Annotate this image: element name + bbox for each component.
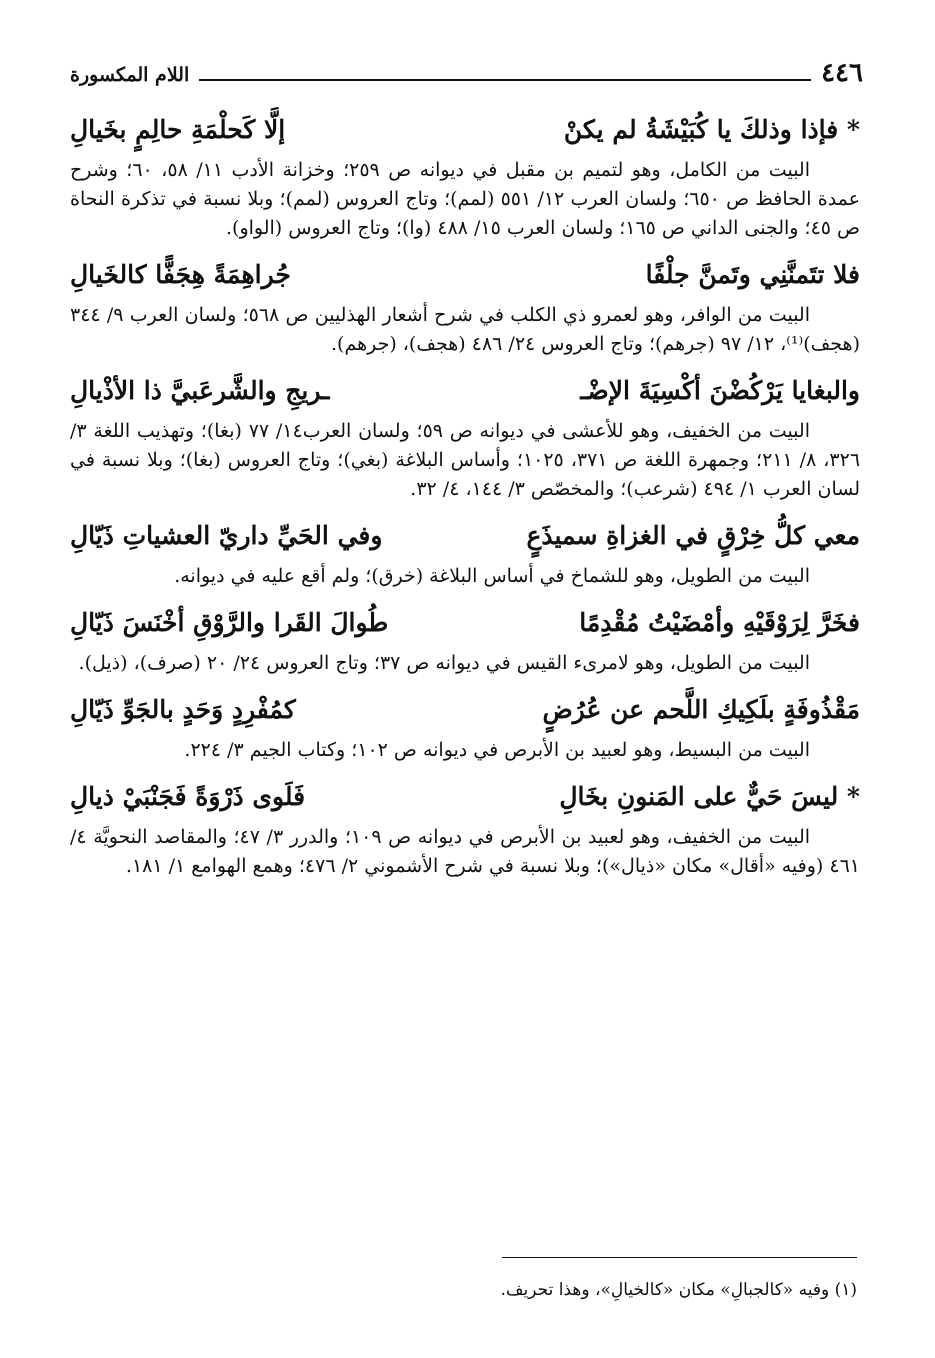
page-number: ٤٤٦: [821, 58, 863, 88]
verse-second-hemistich: طُوالَ القَرا والرَّوْقِ أخْنَسَ ذَيّالِ: [70, 608, 389, 637]
verse-commentary: البيت من الطويل، وهو لامرىء القيس في ديوانه ص ٣٧؛ وتاج العروس ٢٤/ ٢٠ (صرف)، (ذيل).: [78, 652, 810, 674]
verse-commentary: البيت من الوافر، وهو لعمرو ذي الكلب في شرح أشعار الهذليين ص ٥٦٨؛ ولسان العرب ٩/ ٣٤٤ (هجف)⁽¹⁾، ١٢/ ٩٧ (جرهم)؛ وتاج العروس ٢٤/ ٤٨٦ (هجف)، (جرهم).: [70, 304, 860, 355]
verse-second-hemistich: وفي الحَيِّ داريّ العشياتِ ذَيّالِ: [70, 521, 383, 550]
page-header: [70, 54, 863, 88]
verse-line: [70, 775, 860, 819]
verse-line: [70, 369, 860, 413]
entry: [70, 253, 860, 359]
entry: [70, 688, 860, 765]
verse-line: [70, 253, 860, 297]
verse-second-hemistich: جُراهِمَةً هِجَفًّا كالخَيالِ: [70, 260, 291, 289]
entry: [70, 601, 860, 678]
verse-first-hemistich: فلا تتَمنَّنِي وتَمنَّ جلْفًا: [645, 260, 860, 289]
verse-line: [70, 108, 860, 152]
verse-second-hemistich: إلَّا كَحلْمَةِ حالِمٍ بخَيالِ: [70, 115, 286, 144]
header-rule: [199, 79, 811, 81]
verse-first-hemistich: والبغايا يَرْكُضْنَ أكْسِيَةَ الإضْـ: [580, 376, 860, 405]
verse-commentary: البيت من الخفيف، وهو لعبيد بن الأبرص في ديوانه ص ١٠٩؛ والدرر ٣/ ٤٧؛ والمقاصد النحويَّة ٤/ ٤٦١ (وفيه «أقال» مكان «ذيال»)؛ وبلا نسبة في شرح الأشموني ٢/ ٤٧٦؛ وهمع الهوامع ١/ ١٨١.: [70, 826, 860, 877]
verse-second-hemistich: ـريجِ والشَّرعَبيَّ ذا الأذْيالِ: [70, 376, 330, 405]
verse-commentary: البيت من الطويل، وهو للشماخ في أساس البلاغة (خرق)؛ ولم أقع عليه في ديوانه.: [174, 565, 810, 587]
entry: [70, 108, 860, 243]
entry: [70, 514, 860, 591]
verse-first-hemistich: * فإذا وذلكَ يا كُبَيْشَةُ لم يكنْ: [563, 115, 860, 144]
entries: [70, 108, 860, 891]
footnote: (١) وفيه «كالجبالِ» مكان «كالخيالِ»، وهذا تحريف.: [500, 1280, 857, 1300]
verse-commentary: البيت من البسيط، وهو لعبيد بن الأبرص في ديوانه ص ١٠٢؛ وكتاب الجيم ٣/ ٢٢٤.: [184, 739, 810, 761]
verse-first-hemistich: معي كلُّ خِرْقٍ في الغزاةِ سميذَعٍ: [526, 521, 860, 550]
footnote-separator: [502, 1257, 857, 1258]
verse-commentary: البيت من الخفيف، وهو للأعشى في ديوانه ص ٥٩؛ ولسان العرب١٤/ ٧٧ (بغا)؛ وتهذيب اللغة ٣/ ٣٢٦، ٨/ ٢١١؛ وجمهرة اللغة ص ٣٧١، ١٠٢٥؛ وأساس البلاغة (بغي)؛ وتاج العروس (بغا)؛ وبلا نسبة في لسان العرب ١/ ٤٩٤ (شرعب)؛ والمخصّص ٣/ ١٤٤، ٤/ ٣٢.: [70, 420, 861, 500]
verse-second-hemistich: كمُفْرِدٍ وَحَدٍ بالجَوِّ ذَيّالِ: [70, 695, 296, 724]
entry: [70, 369, 860, 504]
verse-commentary: البيت من الكامل، وهو لتميم بن مقبل في ديوانه ص ٢٥٩؛ وخزانة الأدب ١١/ ٥٨، ٦٠؛ وشرح عمدة الحافظ ص ٦٥٠؛ ولسان العرب ١٢/ ٥٥١ (لمم)؛ وتاج العروس (لمم)؛ وبلا نسبة في تذكرة النحاة ص ٤٥؛ والجنى الداني ص ١٦٥؛ ولسان العرب ١٥/ ٤٨٨ (وا)؛ وتاج العروس (الواو).: [70, 159, 860, 239]
entry: [70, 775, 860, 881]
running-title: اللام المكسورة: [70, 64, 190, 86]
verse-line: [70, 601, 860, 645]
verse-line: [70, 688, 860, 732]
verse-line: [70, 514, 860, 558]
verse-first-hemistich: * ليسَ حَيٌّ على المَنونِ بخَالِ: [559, 782, 860, 811]
verse-second-hemistich: فَلَوى ذَرْوَةً فَجَنْبَيْ ذيالِ: [70, 782, 306, 811]
verse-first-hemistich: فخَرَّ لِرَوْقَيْهِ وأمْضَيْتُ مُقْدِمًا: [579, 608, 860, 637]
verse-first-hemistich: مَقْذُوفَةٍ بلَكِيكِ اللَّحم عن عُرُضٍ: [542, 695, 860, 724]
